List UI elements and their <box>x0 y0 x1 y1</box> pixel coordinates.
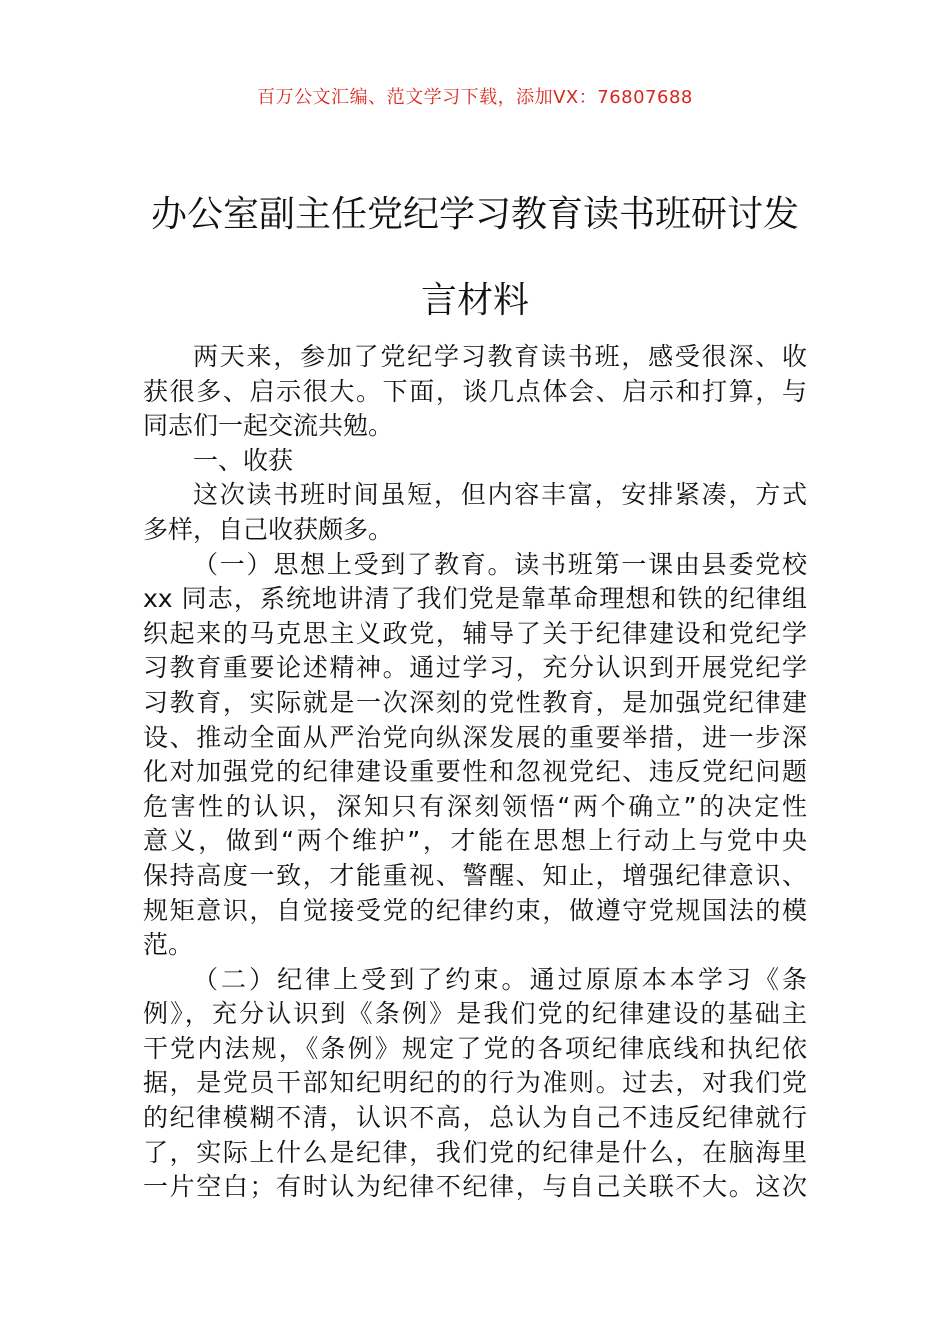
paragraph-summary <box>143 478 807 547</box>
title-line: 办公室副主任党纪学习教育读书班研讨发 <box>150 194 799 235</box>
title-line: 言材料 <box>420 280 529 321</box>
text-line: 习教育重要论述精神。通过学习，充分认识到开展党纪学 <box>143 653 807 683</box>
section-heading-harvest <box>143 444 807 479</box>
text-line: xx 同志，系统地讲清了我们党是靠革命理想和铁的纪律组 <box>143 584 807 614</box>
text-line: 这次读书班时间虽短，但内容丰富，安排紧凑，方式 <box>193 480 807 510</box>
text-line: 干党内法规，《条例》规定了党的各项纪律底线和执纪依 <box>143 1033 807 1063</box>
document-title <box>120 172 830 344</box>
text-line: （一）思想上受到了教育。读书班第一课由县委党校 <box>193 549 807 579</box>
document-body <box>143 340 807 1205</box>
text-line: 两天来，参加了党纪学习教育读书班，感受很深、收 <box>193 342 807 371</box>
text-line: 习教育，实际就是一次深刻的党性教育，是加强党纪律建 <box>143 687 807 717</box>
paragraph-intro <box>143 340 807 444</box>
text-line: 多样，自己收获颇多。 <box>143 514 394 544</box>
text-line: 保持高度一致，才能重视、警醒、知止，增强纪律意识、 <box>143 860 807 890</box>
text-line: 化对加强党的纪律建设重要性和忽视党纪、违反党纪问题 <box>143 757 807 787</box>
text-line: 同志们一起交流共勉。 <box>143 411 394 441</box>
text-line: 意义，做到“两个维护”，才能在思想上行动上与党中央 <box>143 826 807 856</box>
text-line: 一片空白；有时认为纪律不纪律，与自己关联不大。这次 <box>143 1172 807 1202</box>
text-line: 了，实际上什么是纪律，我们党的纪律是什么，在脑海里 <box>143 1137 807 1167</box>
paragraph-thought-education <box>143 548 807 963</box>
text-line: 获很多、启示很大。下面，谈几点体会、启示和打算，与 <box>143 376 807 406</box>
text-line: （二）纪律上受到了约束。通过原原本本学习《条 <box>193 964 807 994</box>
header-watermark-note: 百万公文汇编、范文学习下载，添加VX：76807688 <box>257 87 693 108</box>
paragraph-discipline-constraint <box>143 963 807 1205</box>
text-line: 设、推动全面从严治党向纵深发展的重要举措，进一步深 <box>143 722 807 752</box>
text-line: 例》，充分认识到《条例》是我们党的纪律建设的基础主 <box>143 999 807 1029</box>
text-line: 织起来的马克思主义政党，辅导了关于纪律建设和党纪学 <box>143 618 807 648</box>
text-line: 规矩意识，自觉接受党的纪律约束，做遵守党规国法的模 <box>143 895 807 925</box>
text-line: 范。 <box>143 930 194 960</box>
text-line: 的纪律模糊不清，认识不高，总认为自己不违反纪律就行 <box>143 1103 807 1133</box>
text-line: 危害性的认识，深知只有深刻领悟“两个确立”的决定性 <box>143 791 807 821</box>
text-line: 据，是党员干部知纪明纪的的行为准则。过去，对我们党 <box>143 1068 807 1098</box>
text-line: 一、收获 <box>193 445 294 475</box>
